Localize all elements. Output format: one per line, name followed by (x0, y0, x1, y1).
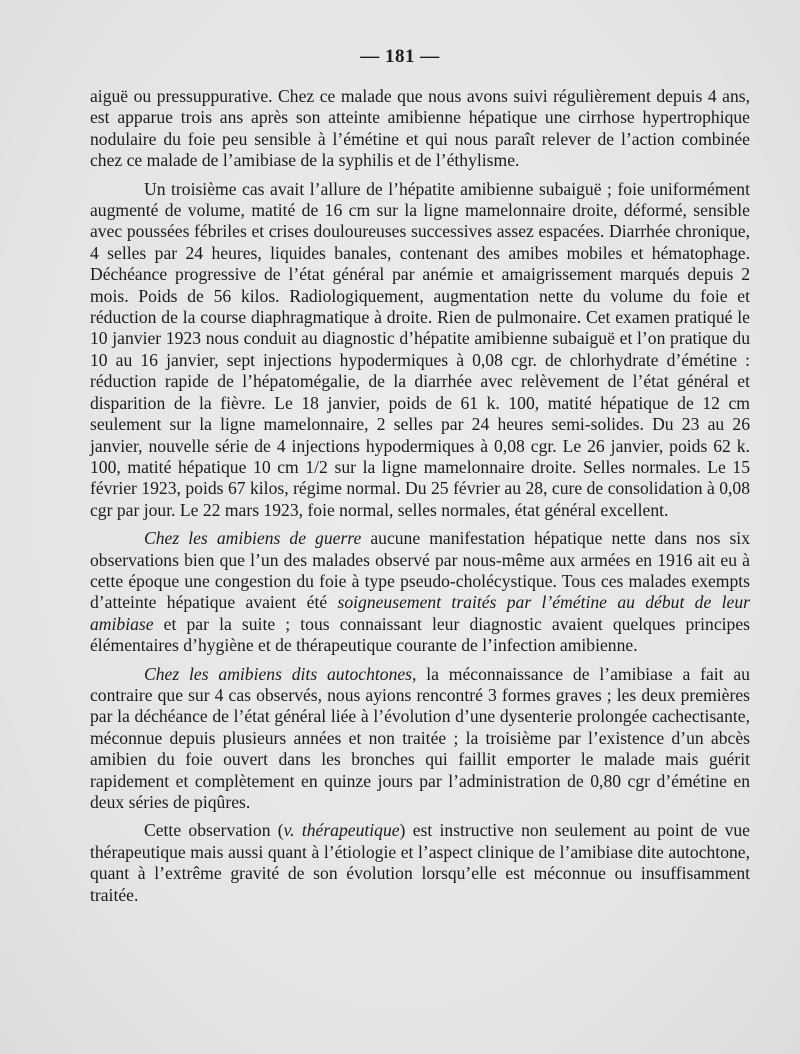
paragraph-4-text: la méconnaissance de l’amibiase a fait au contraire que sur 4 cas observés, nous ayions rencontré 3 formes graves ; les deux premières par la déchéance de l’état général liée à l’évolution d’une dysenterie prolongée cachectisante, méconnue depuis plusieurs années et non traitée ; la troisième par l’existence d’un abcès amibien du foie ouvert dans les bronches qui faillit emporter le malade mais guérit rapidement et complètement en quinze jours par l’administration de 0,80 cgr d’émétine en deux séries de piqûres. (90, 663, 750, 812)
paragraph-5-text-1: Cette observation ( (144, 820, 284, 841)
paragraph-3 (90, 528, 750, 656)
paragraph-3-italic-emphasis: soigneusement traités par l’émétine au début de leur amibiase (90, 592, 750, 634)
paragraph-2: Un troisième cas avait l’allure de l’hépatite amibienne subaiguë ; foie uniformément augmenté de volume, matité de 16 cm sur la ligne mamelonnaire droite, déformé, sensible avec poussées fébriles et crises douloureuses successives assez espacées. Diarrhée chronique, 4 selles par 24 heures, liquides banales, contenant des amibes mobiles et hématophage. Déchéance progressive de l’état général par anémie et amaigrissement marqués depuis 2 mois. Poids de 56 kilos. Radiologiquement, augmentation nette du volume du foie et réduction de la course diaphragmatique à droite. Rien de pulmonaire. Cet examen pratiqué le 10 janvier 1923 nous conduit au diagnostic d’hépatite amibienne subaiguë et l’on pratique du 10 au 16 janvier, sept injections hypodermiques à 0,08 cgr. de chlorhydrate d’émétine : réduction rapide de l’hépatomégalie, de la diarrhée avec relèvement de l’état général et disparition de la fièvre. Le 18 janvier, poids de 61 k. 100, matité hépatique de 12 cm seulement sur la ligne mamelonnaire, 2 selles par 24 heures semi-solides. Du 23 au 26 janvier, nouvelle série de 4 injections hypodermiques à 0,08 cgr. Le 26 janvier, poids 62 k. 100, matité hépatique 10 cm 1/2 sur la ligne mamelonnaire droite. Selles normales. Le 15 février 1923, poids 67 kilos, régime normal. Du 25 février au 28, cure de consolidation à 0,08 cgr par jour. Le 22 mars 1923, foie normal, selles normales, état général excellent. (90, 178, 750, 520)
page-number: — 181 — (360, 46, 440, 67)
paragraph-3-italic-heading: Chez les amibiens de guerre (144, 528, 362, 549)
paragraph-3-text-2: et par la suite ; tous connaissant leur diagnostic avaient quelques principes élémentaires d’hygiène et de thérapeutique courante de l’infection amibienne. (90, 613, 750, 656)
paragraph-5-text-2: ) est instructive non seulement au point de vue thérapeutique mais aussi quant à l’étiologie et l’aspect clinique de l’amibiase dite autochtone, quant à l’extrême gravité de son évolution lorsqu’elle est méconnue ou insuffisamment traitée. (90, 820, 750, 905)
paragraph-4 (90, 664, 750, 814)
paragraph-4-italic-heading: Chez les amibiens dits autochtones, (144, 663, 417, 684)
paragraph-1: aiguë ou pressuppurative. Chez ce malade que nous avons suivi régulièrement depuis 4 ans, est apparue trois ans après son atteinte amibienne hépatique une cirrhose hypertrophique nodulaire du foie peu sensible à l’émétine et qui nous paraît relever de l’action combinée chez ce malade de l’amibiase de la syphilis et de l’éthylisme. (90, 86, 750, 171)
paragraph-5 (90, 820, 750, 906)
paragraph-3-text-1: aucune manifestation hépatique nette dans nos six observations bien que l’un des malades observé par nous-même aux armées en 1916 ait eu à cette époque une congestion du foie à type pseudo-cholécystique. Tous ces malades exempts d’atteinte hépatique avaient été (90, 528, 750, 613)
paragraph-5-italic-reference: v. thérapeutique (283, 820, 400, 841)
body-text (90, 86, 750, 913)
